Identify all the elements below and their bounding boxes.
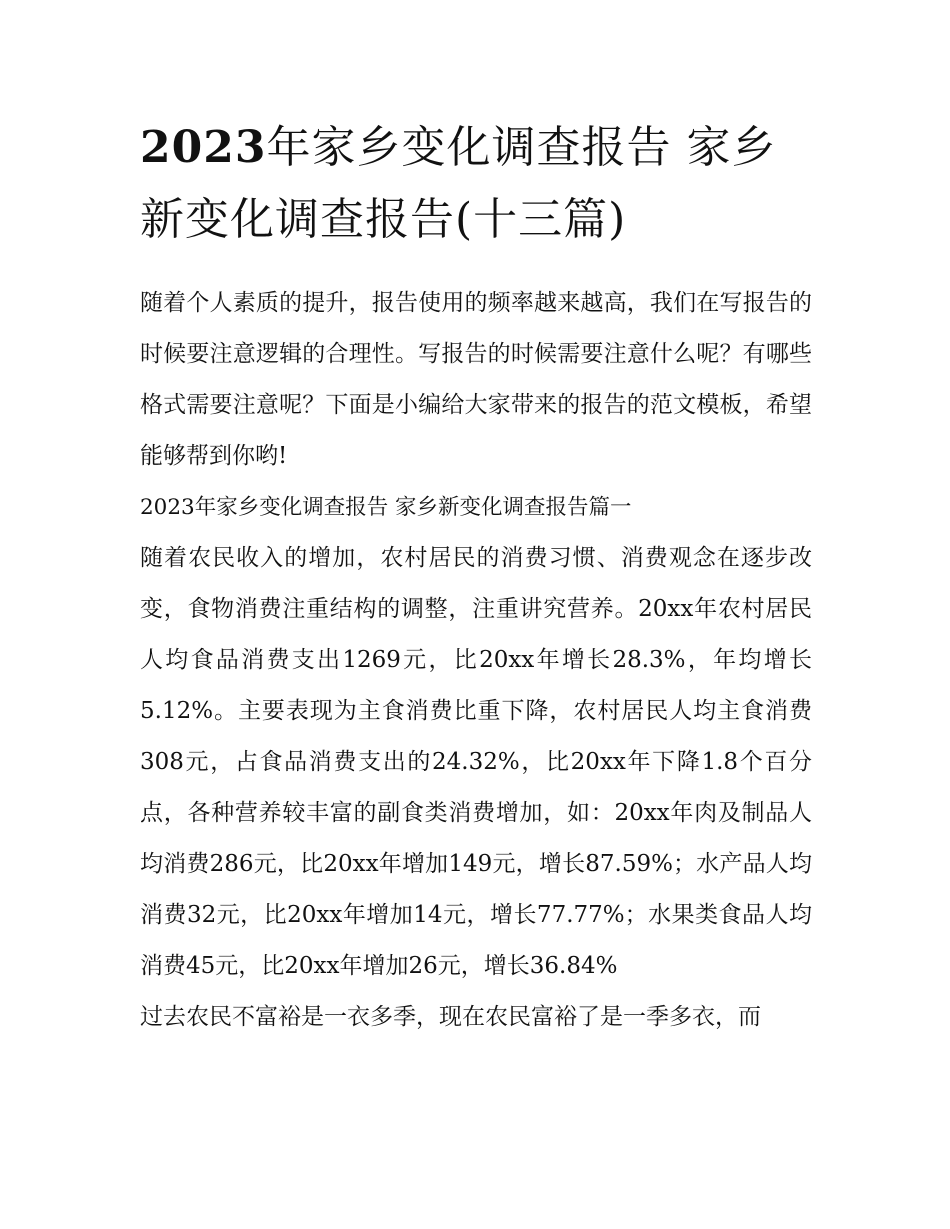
section-heading: 2023年家乡变化调查报告 家乡新变化调查报告篇一 [140,495,632,520]
document-title [140,112,812,256]
body-paragraph-2: 过去农民不富裕是一衣多季，现在农民富裕了是一季多衣，而 [140,1004,761,1030]
title-text: 年家乡变化调查报告 家乡新变化调查报告(十三篇) [140,122,777,245]
body-paragraph-1: 随着农民收入的增加，农村居民的消费习惯、消费观念在逐步改变，食物消费注重结构的调整，注重讲究营养。20xx年农村居民人均食品消费支出1269元，比20xx年增长28.3%，年均增长5.12%。主要表现为主食消费比重下降，农村居民人均主食消费308元，占食品消费支出的24.32%，比20xx年下降1.8个百分点，各种营养较丰富的副食类消费增加，如：20xx年肉及制品人均消费286元，比20xx年增加149元，增长87.59%；水产品人均消费32元，比20xx年增加14元，增长77.77%；水果类食品人均消费45元，比20xx年增加26元，增长36.84% [140,545,812,979]
intro-paragraph: 随着个人素质的提升，报告使用的频率越来越高，我们在写报告的时候要注意逻辑的合理性。写报告的时候需要注意什么呢？有哪些格式需要注意呢？下面是小编给大家带来的报告的范文模板，希望能够帮到你哟! [140,290,812,469]
document-content [140,112,812,1043]
title-year: 2023 [140,122,267,173]
